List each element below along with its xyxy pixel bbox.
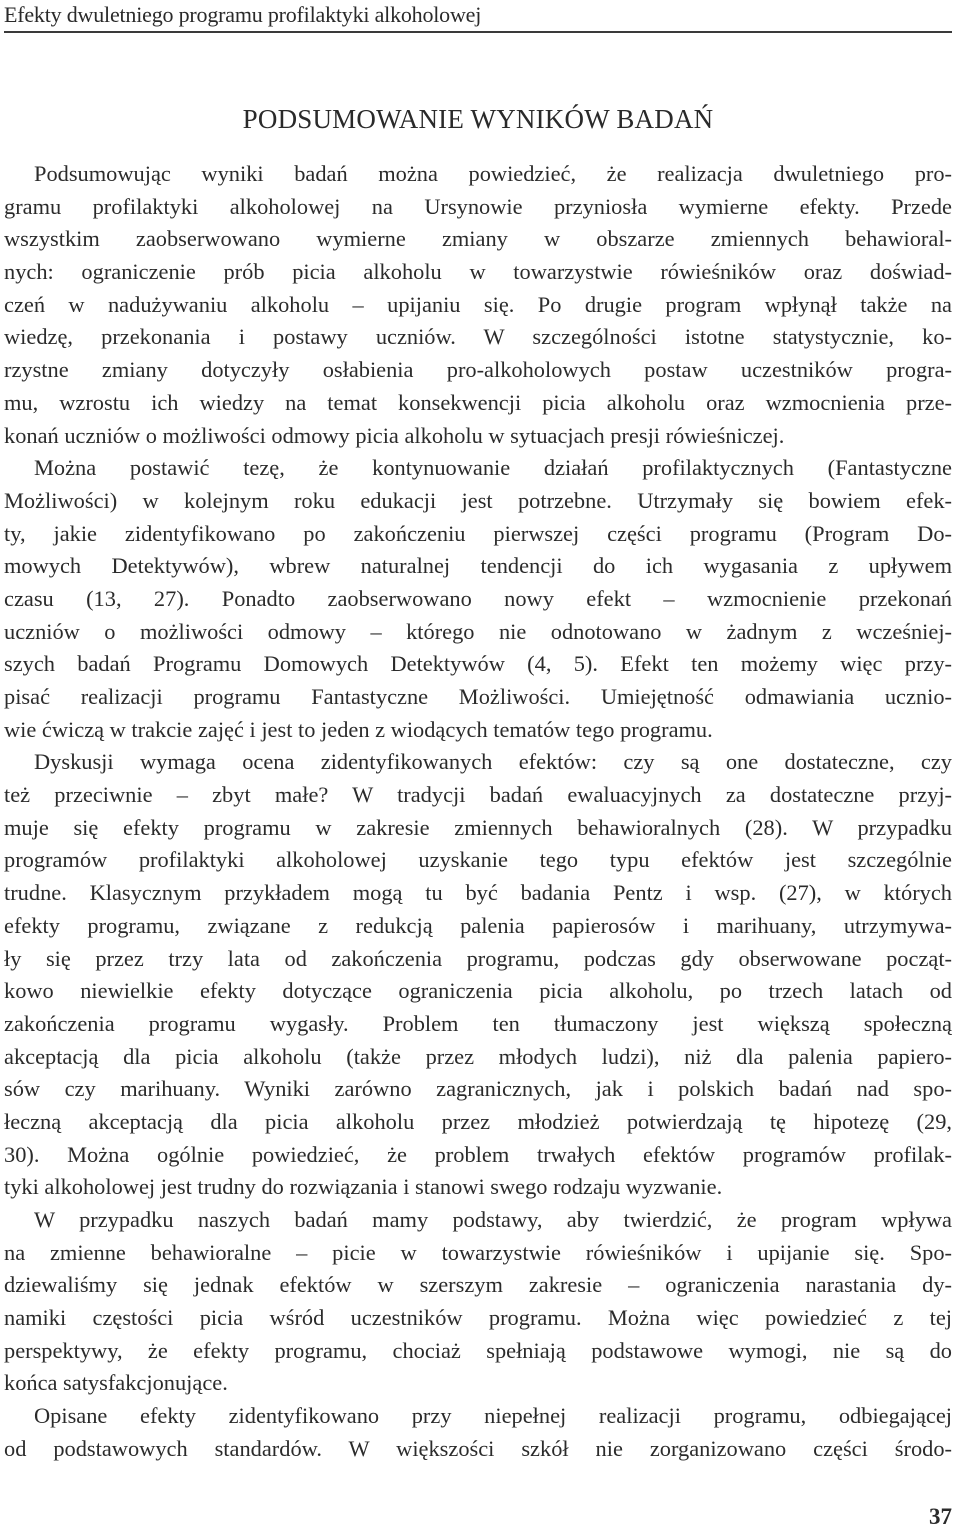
text-line: wiedzę, przekonania i postawy uczniów. W szczególności istotne statystycznie, ko- bbox=[4, 324, 952, 350]
text-line: od podstawowych standardów. W większości szkół nie zorganizowano części środo- bbox=[4, 1435, 952, 1461]
body-text bbox=[4, 158, 952, 1466]
text-line: dziewaliśmy się jednak efektów w szerszym zakresie – ograniczenia narastania dy- bbox=[4, 1272, 952, 1298]
text-line: muje się efekty programu w zakresie zmiennych behawioralnych (28). W przypadku bbox=[4, 814, 952, 840]
text-line: nych: ograniczenie prób picia alkoholu w towarzystwie rówieśników oraz doświad- bbox=[4, 259, 952, 285]
text-line: czeń w nadużywaniu alkoholu – upijaniu się. Po drugie program wpłynął także na bbox=[4, 291, 952, 317]
paragraph bbox=[4, 746, 952, 1204]
text-line: na zmienne behawioralne – picie w towarzystwie rówieśników i upijanie się. Spo- bbox=[4, 1239, 952, 1265]
text-line: sów czy marihuany. Wyniki zarówno zagranicznych, jak i polskich badań nad spo- bbox=[4, 1076, 952, 1102]
text-line: akceptacją dla picia alkoholu (także przez młodych ludzi), niż dla palenia papiero- bbox=[4, 1043, 952, 1069]
text-line: gramu profilaktyki alkoholowej na Ursynowie przyniosła wymierne efekty. Przede bbox=[4, 193, 952, 219]
text-line: wszystkim zaobserwowano wymierne zmiany w obszarze zmiennych behawioral- bbox=[4, 226, 952, 252]
text-line: ły się przez trzy lata od zakończenia programu, podczas gdy obserwowane począt- bbox=[4, 945, 952, 971]
text-line: Dyskusji wymaga ocena zidentyfikowanych efektów: czy są one dostateczne, czy bbox=[34, 749, 952, 775]
running-header: Efekty dwuletniego programu profilaktyki alkoholowej bbox=[4, 2, 482, 27]
text-line: perspektywy, że efekty programu, chociaż spełniają podstawowe wymogi, nie są do bbox=[4, 1337, 952, 1363]
text-line: Można postawić tezę, że kontynuowanie działań profilaktycznych (Fantastyczne bbox=[34, 455, 952, 481]
text-line: wie ćwiczą w trakcie zajęć i jest to jeden z wiodących tematów tego programu. bbox=[4, 716, 713, 742]
text-line: końca satysfakcjonujące. bbox=[4, 1370, 228, 1396]
text-line: programów profilaktyki alkoholowej uzyskanie tego typu efektów jest szczególnie bbox=[4, 847, 952, 873]
text-line: W przypadku naszych badań mamy podstawy, aby twierdzić, że program wpływa bbox=[34, 1207, 952, 1232]
text-line: ty, jakie zidentyfikowano po zakończeniu pierwszej części programu (Program Do- bbox=[4, 520, 952, 546]
text-line: mowych Detektywów), wbrew naturalnej tendencji do ich wygasania z upływem bbox=[4, 553, 952, 579]
text-line: 30). Można ogólnie powiedzieć, że problem trwałych efektów programów profilak- bbox=[4, 1141, 952, 1167]
text-line: namiki częstości picia wśród uczestników programu. Można więc powiedzieć z tej bbox=[4, 1305, 952, 1331]
text-line: tyki alkoholowej jest trudny do rozwiązania i stanowi swego rodzaju wyzwanie. bbox=[4, 1174, 723, 1200]
text-line: uczniów o możliwości odmowy – którego nie odnotowano w żadnym z wcześniej- bbox=[4, 618, 952, 644]
section-title: PODSUMOWANIE WYNIKÓW BADAŃ bbox=[242, 104, 714, 134]
text-line: szych badań Programu Domowych Detektywów (4, 5). Efekt ten możemy więc przy- bbox=[4, 651, 952, 677]
text-line: kowo niewielkie efekty dotyczące ograniczenia picia alkoholu, po trzech latach od bbox=[4, 978, 952, 1004]
text-line: efekty programu, związane z redukcją palenia papierosów i marihuany, utrzymywa- bbox=[4, 912, 952, 938]
text-line: rzystne zmiany dotyczyły osłabienia pro-alkoholowych postaw uczestników progra- bbox=[4, 357, 952, 383]
paragraph bbox=[4, 1204, 952, 1400]
text-line: też przeciwnie – zbyt małe? W tradycji badań ewaluacyjnych za dostateczne przyj- bbox=[4, 782, 952, 808]
text-line: Podsumowując wyniki badań można powiedzieć, że realizacja dwuletniego pro- bbox=[34, 161, 952, 186]
text-line: Możliwości) w kolejnym roku edukacji jest potrzebne. Utrzymały się bowiem efek- bbox=[4, 487, 952, 513]
text-line: trudne. Klasycznym przykładem mogą tu być badania Pentz i wsp. (27), w których bbox=[4, 880, 952, 906]
text-line: łeczną akceptacją dla picia alkoholu przez młodzież potwierdzają tę hipotezę (29, bbox=[4, 1108, 952, 1134]
paragraph bbox=[4, 452, 952, 746]
text-line: czasu (13, 27). Ponadto zaobserwowano nowy efekt – wzmocnienie przekonań bbox=[4, 585, 952, 611]
text-line: zakończenia programu wygasły. Problem ten tłumaczony jest większą społeczną bbox=[4, 1010, 952, 1036]
text-line: konań uczniów o możliwości odmowy picia alkoholu w sytuacjach presji rówieśniczej. bbox=[4, 422, 785, 448]
text-line: mu, wzrostu ich wiedzy na temat konsekwencji picia alkoholu oraz wzmocnienia prze- bbox=[4, 389, 952, 415]
paragraph bbox=[4, 1400, 952, 1465]
page-number: 37 bbox=[929, 1504, 952, 1529]
text-line: Opisane efekty zidentyfikowano przy niepełnej realizacji programu, odbiegającej bbox=[34, 1403, 952, 1429]
paragraph bbox=[4, 158, 952, 452]
text-line: pisać realizacji programu Fantastyczne Możliwości. Umiejętność odmawiania ucznio- bbox=[4, 684, 952, 709]
header-rule bbox=[4, 31, 952, 33]
